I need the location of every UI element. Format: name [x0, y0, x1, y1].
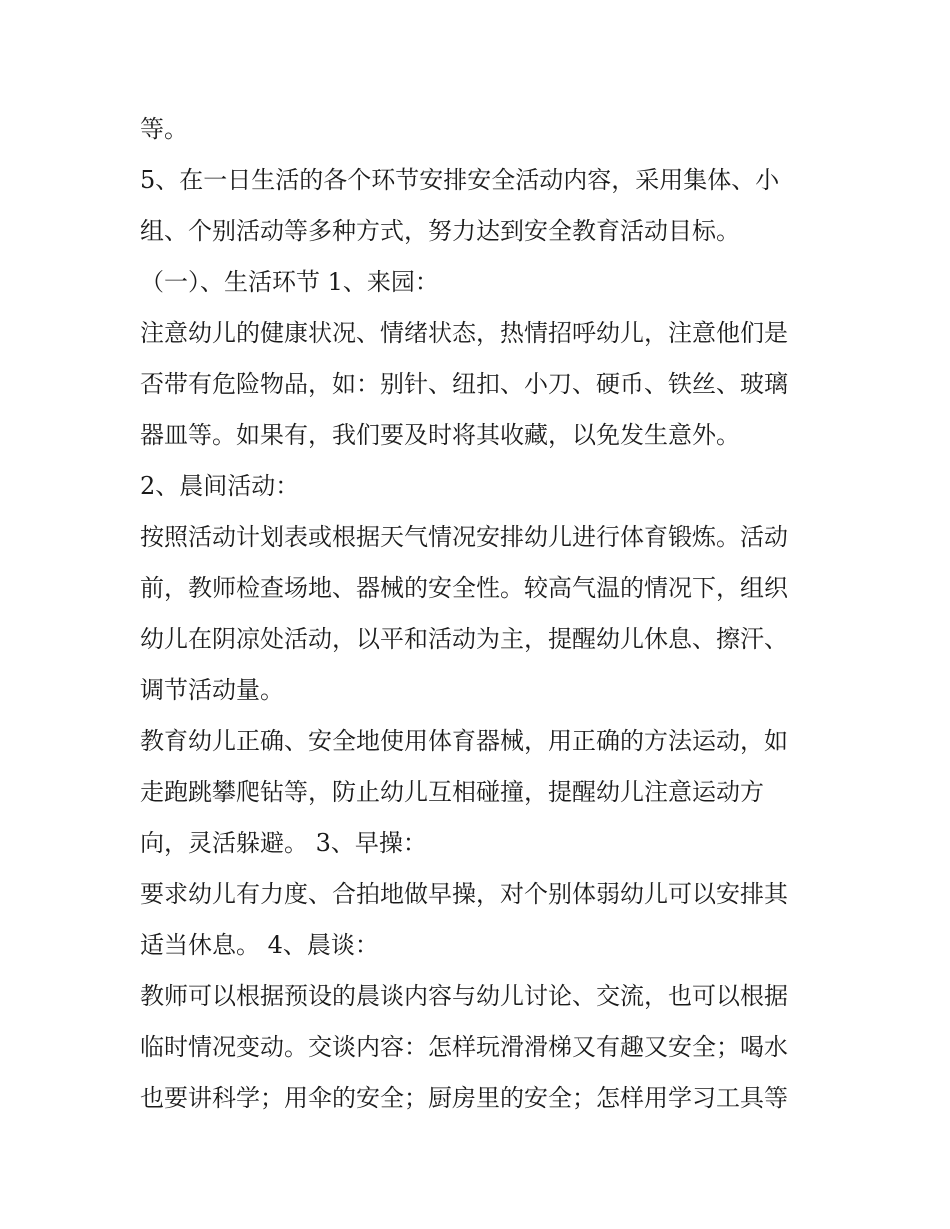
- text-line: 前，教师检查场地、器械的安全性。较高气温的情况下，组织: [140, 574, 788, 602]
- text-line: 器皿等。如果有，我们要及时将其收藏，以免发生意外。: [140, 421, 740, 449]
- text-line: 也要讲科学；用伞的安全；厨房里的安全；怎样用学习工具等: [140, 1084, 788, 1112]
- document-body: [140, 104, 820, 1124]
- text-line: 要求幼儿有力度、合拍地做早操，对个别体弱幼儿可以安排其: [140, 880, 788, 908]
- section-heading: （一）、生活环节 1、来园：: [140, 268, 439, 296]
- text-line: 向，灵活躲避。 3、早操：: [140, 829, 427, 857]
- text-line: 组、个别活动等多种方式，努力达到安全教育活动目标。: [140, 217, 740, 245]
- text-line: 调节活动量。: [140, 676, 284, 704]
- text-line: 教育幼儿正确、安全地使用体育器械，用正确的方法运动，如: [140, 727, 788, 755]
- subsection-heading: 2、晨间活动：: [140, 472, 300, 500]
- text-line: 否带有危险物品，如：别针、纽扣、小刀、硬币、铁丝、玻璃: [140, 370, 788, 398]
- text-line: 幼儿在阴凉处活动，以平和活动为主，提醒幼儿休息、擦汗、: [140, 625, 788, 653]
- text-line: 走跑跳攀爬钻等，防止幼儿互相碰撞，提醒幼儿注意运动方: [140, 778, 764, 806]
- text-line: 临时情况变动。交谈内容：怎样玩滑滑梯又有趣又安全；喝水: [140, 1033, 788, 1061]
- text-line: 等。: [140, 115, 188, 143]
- text-line: 注意幼儿的健康状况、情绪状态，热情招呼幼儿，注意他们是: [140, 319, 788, 347]
- text-line: 适当休息。 4、晨谈：: [140, 931, 379, 959]
- text-line: 按照活动计划表或根据天气情况安排幼儿进行体育锻炼。活动: [140, 523, 788, 551]
- text-line: 5、在一日生活的各个环节安排安全活动内容，采用集体、小: [140, 166, 780, 194]
- text-line: 教师可以根据预设的晨谈内容与幼儿讨论、交流，也可以根据: [140, 982, 788, 1010]
